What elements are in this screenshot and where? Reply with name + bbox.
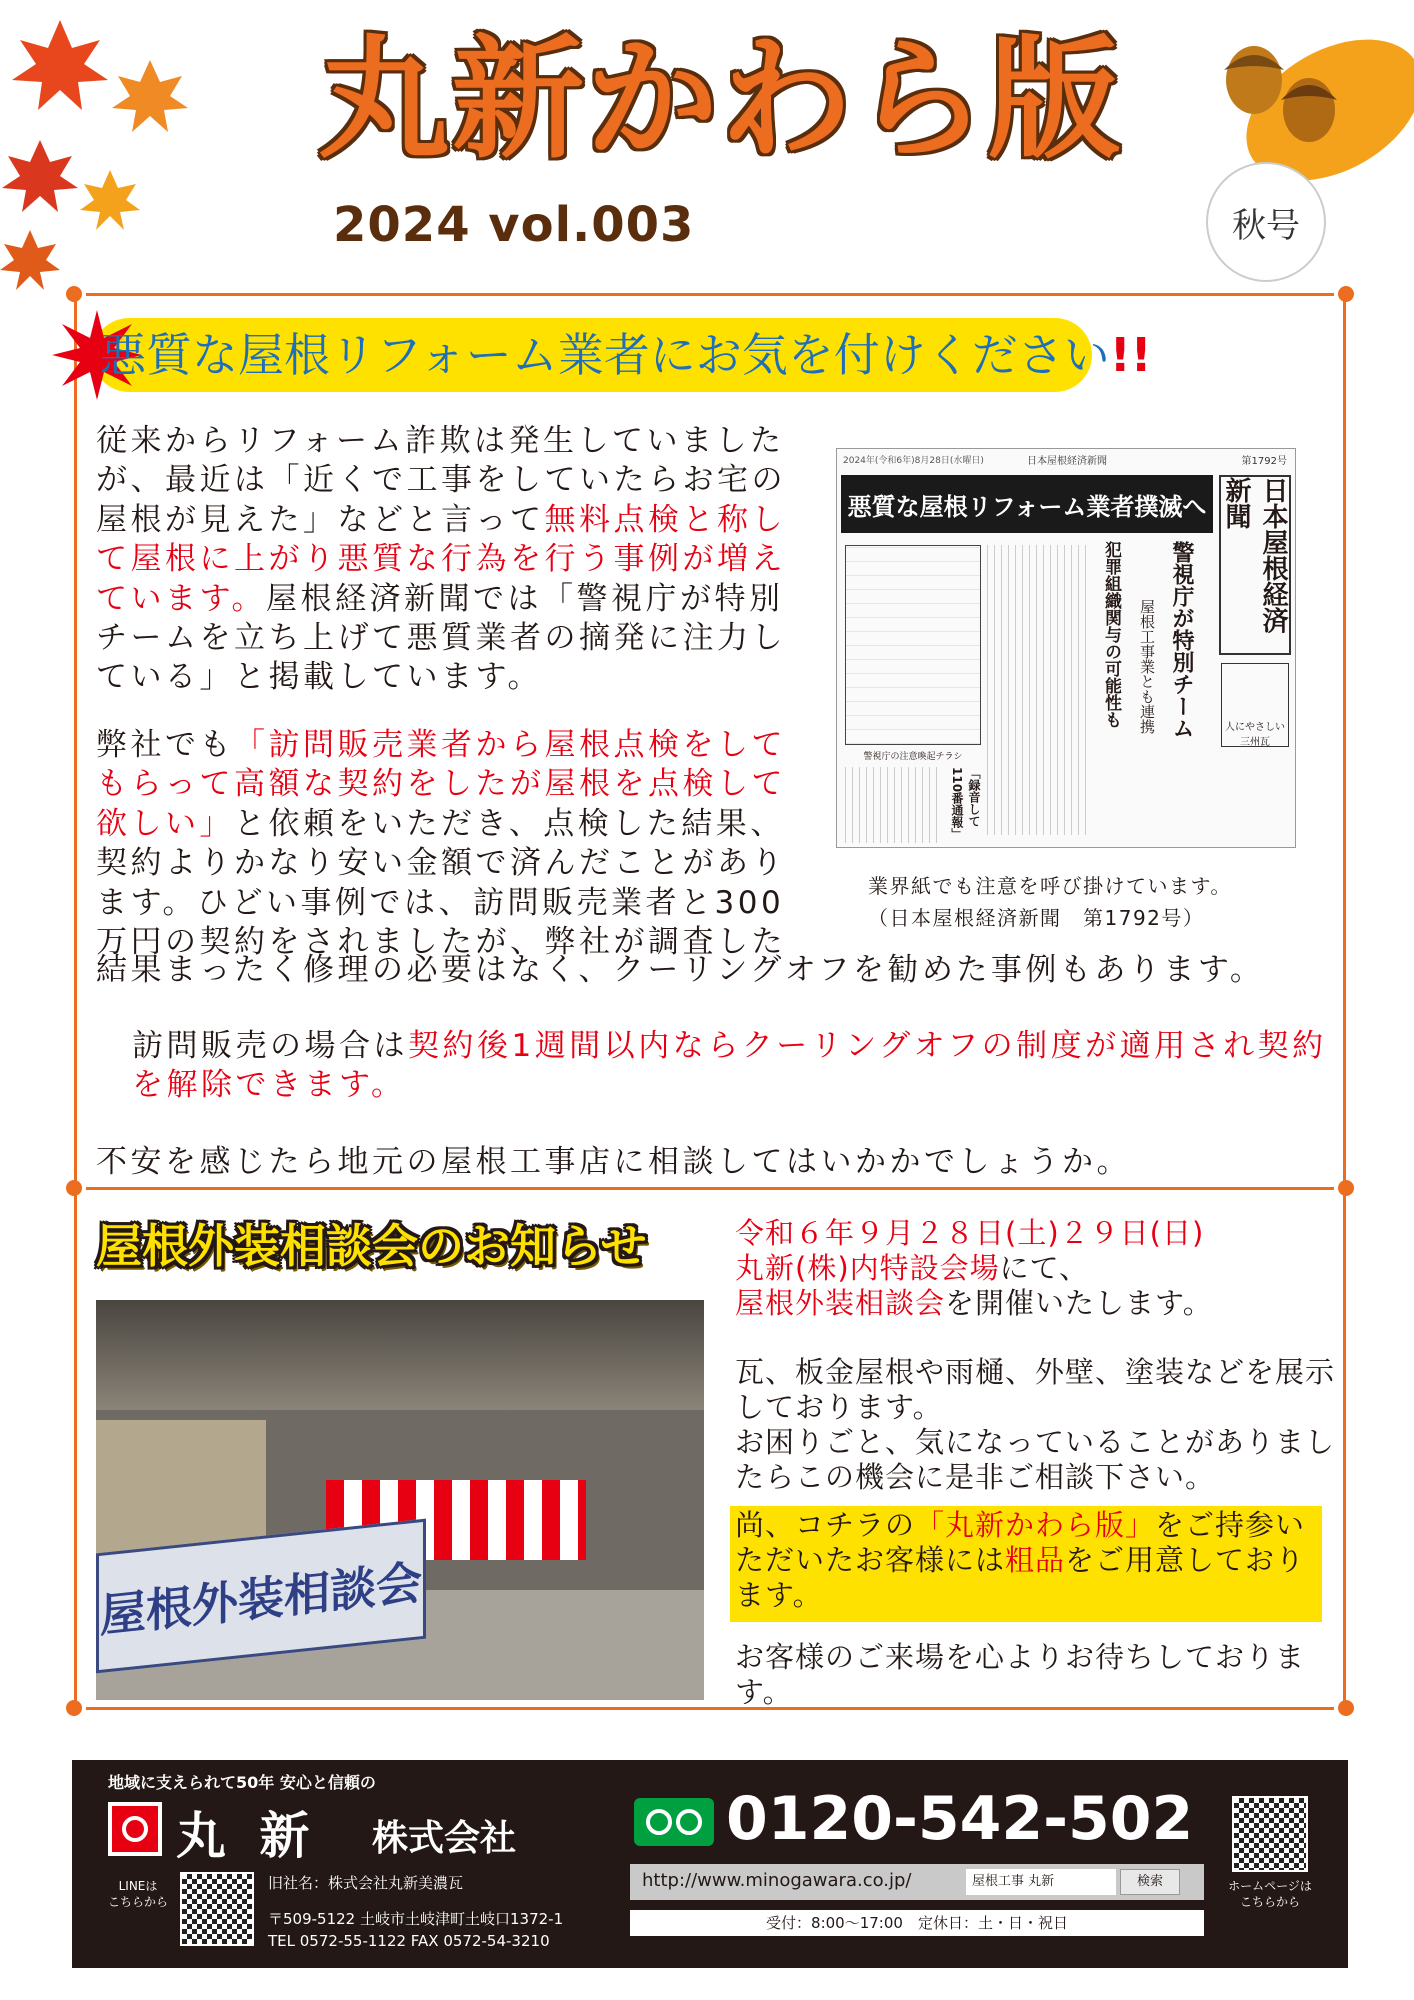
freedial-icon — [634, 1798, 714, 1846]
divider-dot — [66, 1180, 82, 1196]
case-paragraph: 弊社でも「訪問販売業者から屋根点検をしてもらって高額な契約をしたが屋根を点検して欲しい」と依頼をいただき、点検した結果、契約よりかなり安い金額で済んだことがあります。ひどい事例では、訪問販売業者と300万円の契約をされましたが、弊社が調査した — [96, 727, 786, 961]
event-venue: 丸新(株)内特設会場 — [735, 1251, 1000, 1285]
divider-dot — [1338, 1180, 1354, 1196]
former-name: 旧社名：株式会社丸新美濃瓦 — [268, 1874, 464, 1892]
event-name: 屋根外装相談会 — [735, 1286, 946, 1320]
clipping-subhead-1: 警視庁が特別チーム — [1169, 541, 1195, 739]
clipping-flyer-image — [845, 545, 981, 745]
venue-photo-banner: 屋根外装相談会 — [96, 1519, 426, 1674]
warning-heading: 悪質な屋根リフォーム業者にお気を付けください!! — [100, 328, 1152, 382]
url-bar[interactable] — [630, 1864, 1204, 1900]
company-footer — [72, 1760, 1348, 1968]
clipping-headline: 悪質な屋根リフォーム業者撲滅へ — [841, 475, 1213, 533]
company-tel-fax: TEL 0572-55-1122 FAX 0572-54-3210 — [268, 1932, 550, 1950]
divider-top — [86, 293, 1334, 296]
clipping-paper: 日本屋根経済新聞 — [1027, 456, 1107, 467]
maple-leaves-decoration — [0, 0, 220, 300]
business-hours: 受付：8:00〜17:00 定休日：土・日・祝日 — [630, 1910, 1204, 1936]
company-suffix: 株式会社 — [372, 1818, 517, 1859]
clipping-subhead-3: 犯罪組織関与の可能性も — [1101, 541, 1121, 728]
event-heading: 屋根外装相談会のお知らせ — [96, 1219, 647, 1273]
clipping-body-text — [987, 545, 1087, 835]
newspaper-clipping — [836, 448, 1296, 848]
homepage-label: ホームページは こちらから — [1228, 1879, 1312, 1909]
divider-dot — [66, 1700, 82, 1716]
advice-paragraph: 不安を感じたら地元の屋根工事店に相談してはいかかでしょうか。 — [96, 1144, 1131, 1180]
gift-notice: 尚、コチラの「丸新かわら版」をご持参いただいたお客様には粗品をご用意しております。 — [735, 1508, 1306, 1612]
divider-middle — [86, 1187, 1334, 1190]
homepage-qr-code[interactable] — [1232, 1796, 1308, 1872]
clipping-date: 2024年(令和6年)8月28日(水曜日) — [843, 456, 984, 466]
venue-photo — [96, 1300, 704, 1700]
clipping-body-text — [845, 767, 941, 843]
line-qr-code[interactable] — [180, 1872, 254, 1946]
volume-label: 2024 vol.003 — [333, 197, 695, 253]
event-details: 令和６年９月２８日(土)２９日(日) 丸新(株)内特設会場にて、 屋根外装相談会を開催いたします。 瓦、板金屋根や雨樋、外壁、塗装などを展示しております。 お困りごと、気になっていることがありましたらこの機会に是非ご相談下さい。 — [735, 1216, 1336, 1494]
clipping-issue: 第1792号 — [1241, 456, 1287, 467]
clipping-ad: 人にやさしい 三州瓦 — [1221, 663, 1289, 747]
search-term-box: 屋根工事 丸新 — [966, 1869, 1116, 1895]
company-url: http://www.minogawara.co.jp/ — [642, 1870, 912, 1891]
freedial-number[interactable]: 0120-542-502 — [726, 1784, 1194, 1854]
consult-paragraph: お困りごと、気になっていることがありましたらこの機会に是非ご相談下さい。 — [735, 1425, 1336, 1494]
exhibit-paragraph: 瓦、板金屋根や雨樋、外壁、塗装などを展示しております。 — [735, 1355, 1336, 1424]
search-button[interactable]: 検索 — [1120, 1869, 1180, 1895]
line-label: LINEは こちらから — [108, 1879, 169, 1909]
divider-dot — [1338, 286, 1354, 302]
newsletter-title: 丸新かわら版 — [318, 23, 1122, 177]
clipping-side-title: 日本屋根経済新聞 — [1219, 475, 1291, 655]
event-date: 令和６年９月２８日(土)２９日(日) — [735, 1216, 1205, 1250]
company-logo-icon — [108, 1802, 162, 1856]
cooling-off-paragraph: 訪問販売の場合は契約後1週間以内ならクーリングオフの制度が適用され契約を解除できます。 — [132, 1028, 1327, 1104]
divider-dot — [66, 286, 82, 302]
closing-text: お客様のご来場を心よりお待ちしております。 — [735, 1640, 1306, 1709]
clipping-caption: 業界紙でも注意を呼び掛けています。 （日本屋根経済新聞 第1792号） — [868, 874, 1232, 930]
clipping-flyer-caption: 警視庁の注意喚起チラシ — [863, 752, 963, 762]
divider-dot — [1338, 1700, 1354, 1716]
case-paragraph-end: 結果まったく修理の必要はなく、クーリングオフを勧めた事例もあります。 — [96, 952, 1265, 988]
intro-paragraph: 従来からリフォーム詐欺は発生していましたが、最近は「近くで工事をしていたらお宅の屋根が見えた」などと言って無料点検と称して屋根に上がり悪質な行為を行う事例が増えています。屋根経済新聞では「警視庁が特別チームを立ち上げて悪質業者の摘発に注力している」と掲載しています。 — [96, 423, 786, 696]
company-address: 〒509-5122 土岐市土岐津町土岐口1372-1 — [268, 1910, 564, 1928]
company-name: 丸 新 — [176, 1807, 318, 1865]
footer-tagline: 地域に支えられて50年 安心と信頼の — [108, 1773, 376, 1792]
clipping-column-title: 「録音して110番通報」 — [950, 767, 981, 841]
clipping-subhead-2: 屋根工事業とも連携 — [1138, 599, 1156, 734]
season-badge: 秋号 — [1206, 162, 1326, 282]
